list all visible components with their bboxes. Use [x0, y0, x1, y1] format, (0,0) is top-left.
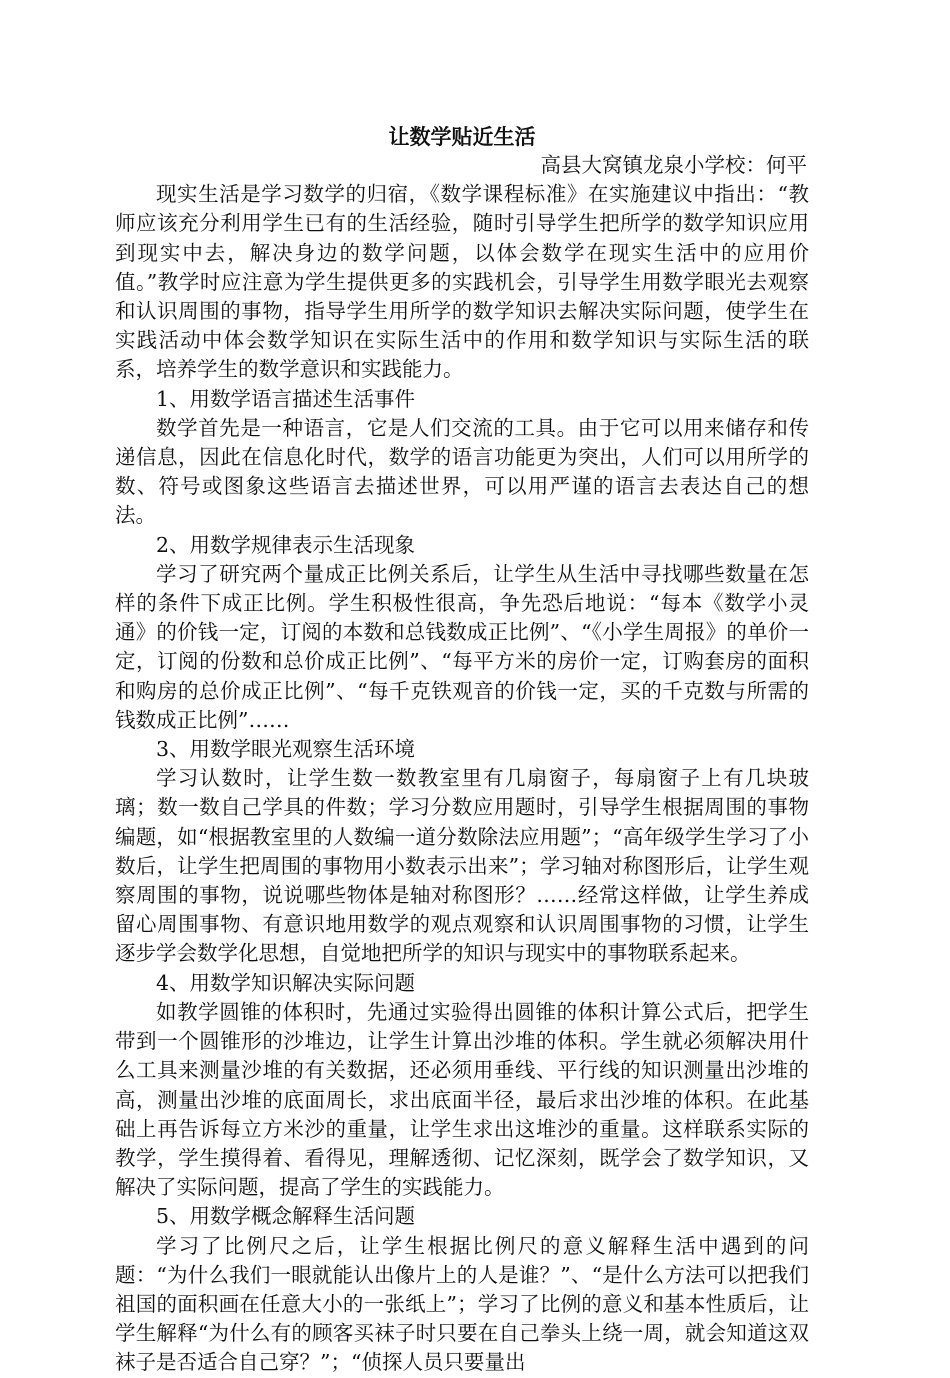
section-heading-3: 3、用数学眼光观察生活环境 [156, 737, 416, 762]
section-heading-4: 4、用数学知识解决实际问题 [156, 970, 416, 995]
intro-paragraph: 现实生活是学习数学的归宿，《数学课程标准》在实施建议中指出：“教师应该充分利用学生已有的生活经验，随时引导学生把所学的数学知识应用到现实中去，解决身边的数学问题，以体会数学在现实生活中的应用价值。”教学时应注意为学生提供更多的实践机会，引导学生用数学眼光去观察和认识周围的事物，指导学生用所学的数学知识去解决实际问题，使学生在实践活动中体会数学知识在实际生活中的作用和数学知识与实际生活的联系，培养学生的数学意识和实践能力。 [115, 182, 809, 382]
section-heading-1: 1、用数学语言描述生活事件 [156, 386, 416, 411]
section-body-5: 学习了比例尺之后，让学生根据比例尺的意义解释生活中遇到的问题：“为什么我们一眼就能认出像片上的人是谁？”、“是什么方法可以把我们祖国的面积画在任意大小的一张纸上”；学习了比例的意义和基本性质后，让学生解释“为什么有的顾客买袜子时只要在自己拳头上绕一周，就会知道这双袜子是否适合自己穿？”；“侦探人员只要量出 [115, 1233, 809, 1375]
section-heading-2: 2、用数学规律表示生活现象 [156, 532, 416, 557]
section-body-3: 学习认数时，让学生数一数教室里有几扇窗子，每扇窗子上有几块玻璃；数一数自己学具的件数；学习分数应用题时，引导学生根据周围的事物编题，如“根据教室里的人数编一道分数除法应用题”；“高年级学生学习了小数后，让学生把周围的事物用小数表示出来”；学习轴对称图形后，让学生观察周围的事物，说说哪些物体是轴对称图形？……经常这样做，让学生养成留心周围事物、有意识地用数学的观点观察和认识周围事物的习惯，让学生逐步学会数学化思想，自觉地把所学的知识与现实中的事物联系起来。 [115, 766, 809, 966]
section-heading-5: 5、用数学概念解释生活问题 [156, 1204, 416, 1229]
document-body [115, 122, 809, 1378]
section-body-2: 学习了研究两个量成正比例关系后，让学生从生活中寻找哪些数量在怎样的条件下成正比例。学生积极性很高，争先恐后地说：“每本《数学小灵通》的价钱一定，订阅的本数和总钱数成正比例”、“《小学生周报》的单价一定，订阅的份数和总价成正比例”、“每平方米的房价一定，订购套房的面积和购房的总价成正比例”、“每千克铁观音的价钱一定，买的千克数与所需的钱数成正比例”…… [115, 561, 809, 732]
author-byline: 高县大窝镇龙泉小学校：何平 [540, 153, 807, 177]
document-title: 让数学贴近生活 [388, 124, 536, 149]
section-body-4: 如教学圆锥的体积时，先通过实验得出圆锥的体积计算公式后，把学生带到一个圆锥形的沙堆边，让学生计算出沙堆的体积。学生就必须解决用什么工具来测量沙堆的有关数据，还必须用垂线、平行线的知识测量出沙堆的高，测量出沙堆的底面周长，求出底面半径，最后求出沙堆的体积。在此基础上再告诉每立方米沙的重量，让学生求出这堆沙的重量。这样联系实际的教学，学生摸得着、看得见，理解透彻、记忆深刻，既学会了数学知识，又解决了实际问题，提高了学生的实践能力。 [115, 999, 809, 1200]
section-body-1: 数学首先是一种语言，它是人们交流的工具。由于它可以用来储存和传递信息，因此在信息化时代，数学的语言功能更为突出，人们可以用所学的数、符号或图象这些语言去描述世界，可以用严谨的语言去表达自己的想法。 [115, 415, 809, 528]
